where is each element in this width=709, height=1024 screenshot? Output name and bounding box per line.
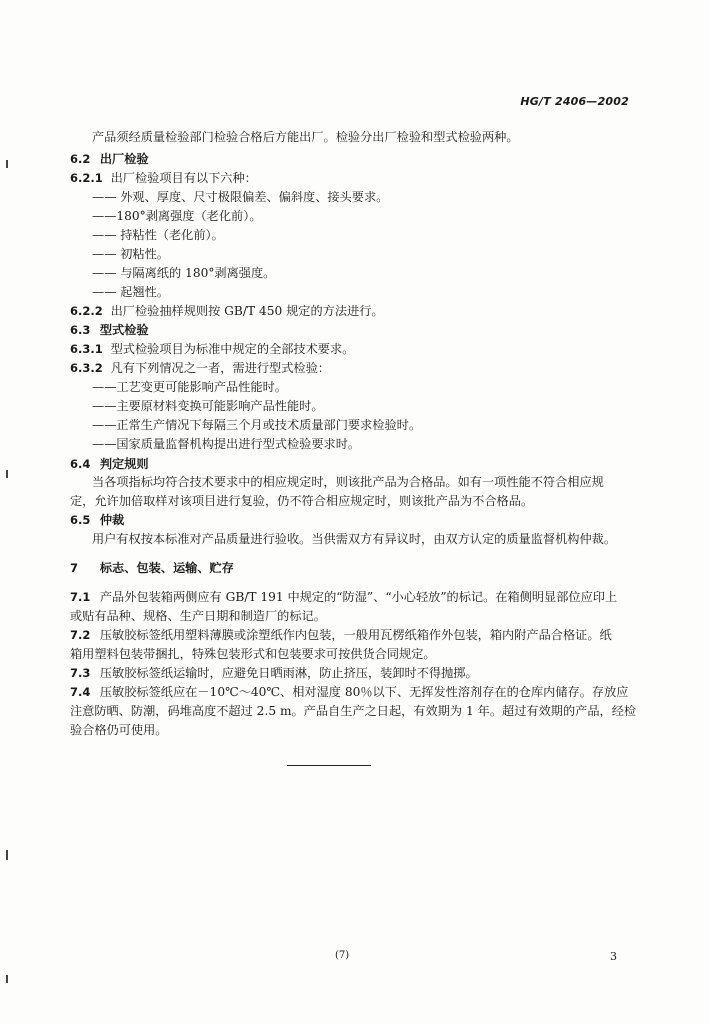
list-item: ——正常生产情况下每隔三个月或技术质量部门要求检验时。: [92, 418, 422, 432]
paragraph-line: 用户有权按本标准对产品质量进行验收。当供需双方有异议时，由双方认定的质量监督机构仲裁。: [92, 532, 617, 546]
clause-number: 6.3.2: [70, 361, 103, 375]
clause-number: 6.2.2: [70, 304, 103, 318]
clause-text: 型式检验项目为标准中规定的全部技术要求。: [110, 342, 355, 356]
end-rule: [287, 765, 371, 766]
clause-7-4: [70, 684, 636, 700]
list-item: —— 外观、厚度、尺寸极限偏差、偏斜度、接头要求。: [92, 190, 389, 204]
footer-sheet-number: (7): [335, 950, 350, 961]
intro-paragraph: 产品须经质量检验部门检验合格后方能出厂。检验分出厂检验和型式检验两种。: [92, 130, 519, 144]
list-item: ——主要原材料变换可能影响产品性能时。: [92, 399, 324, 413]
paragraph-line: 注意防晒、防潮，码堆高度不超过 2.5 m。产品自生产之日起，有效期为 1 年。超过有效期的产品，经检: [70, 704, 636, 718]
list-item: —— 持粘性（老化前）。: [92, 228, 224, 242]
section-6-2-heading: [70, 151, 636, 167]
section-title: 判定规则: [99, 457, 149, 471]
section-title: 出厂检验: [99, 152, 149, 166]
clause-number: 7.4: [70, 685, 91, 699]
clause-6-3-2: [70, 360, 636, 376]
list-item: —— 与隔离纸的 180°剥离强度。: [92, 266, 276, 280]
clause-6-3-1: [70, 341, 636, 357]
standard-code: HG/T 2406—2002: [520, 95, 629, 108]
section-number: 6.4: [70, 457, 91, 471]
paragraph-line: 验合格仍可使用。: [70, 723, 168, 737]
scan-margin-mark: [6, 160, 8, 168]
clause-6-2-2: [70, 303, 636, 319]
paragraph-line: 当各项指标均符合技术要求中的相应规定时，则该批产品为合格品。如有一项性能不符合相应规: [92, 475, 604, 489]
section-6-3-heading: [70, 322, 636, 338]
chapter-number: 7: [70, 561, 79, 575]
list-item: ——国家质量监督机构提出进行型式检验要求时。: [92, 437, 361, 451]
clause-text: 凡有下列情况之一者，需进行型式检验：: [110, 361, 330, 375]
scan-margin-mark: [6, 975, 8, 983]
clause-text: 压敏胶标签纸用塑料薄膜或涂塑纸作内包装，一般用瓦楞纸箱作外包装，箱内附产品合格证。纸: [99, 628, 612, 642]
clause-number: 6.3.1: [70, 342, 103, 356]
clause-text: 出厂检验抽样规则按 GB/T 450 规定的方法进行。: [110, 304, 384, 318]
section-6-4-heading: [70, 456, 636, 472]
clause-number: 7.1: [70, 590, 91, 604]
page-number: 3: [610, 950, 617, 963]
clause-number: 7.3: [70, 666, 91, 680]
clause-text: 压敏胶标签纸应在－10℃～40℃、相对湿度 80％以下、无挥发性溶剂存在的仓库内储存。存放应: [99, 685, 629, 699]
clause-text: 出厂检验项目有以下六种：: [110, 171, 257, 185]
list-item: —— 初粘性。: [92, 247, 169, 261]
scan-margin-mark: [6, 470, 8, 478]
paragraph-line: 或贴有品种、规格、生产日期和制造厂的标记。: [70, 609, 326, 623]
list-item: ——180°剥离强度（老化前）。: [92, 209, 262, 223]
clause-7-1: [70, 589, 636, 605]
clause-7-2: [70, 627, 636, 643]
chapter-7-heading: [70, 560, 636, 576]
clause-number: 6.2.1: [70, 171, 103, 185]
scan-margin-mark: [6, 850, 8, 860]
clause-number: 7.2: [70, 628, 91, 642]
section-6-5-heading: [70, 512, 636, 528]
clause-7-3: [70, 665, 636, 681]
list-item: —— 起翘性。: [92, 285, 169, 299]
clause-text: 压敏胶标签纸运输时，应避免日晒雨淋，防止挤压，装卸时不得抛掷。: [99, 666, 478, 680]
paragraph-line: 箱用塑料包装带捆扎，特殊包装形式和包装要求可按供货合同规定。: [70, 647, 436, 661]
chapter-title: 标志、包装、运输、贮存: [99, 561, 234, 575]
section-number: 6.3: [70, 323, 91, 337]
list-item: ——工艺变更可能影响产品性能时。: [92, 380, 287, 394]
paragraph-line: 定，允许加倍取样对该项目进行复验，仍不符合相应规定时，则该批产品为不合格品。: [70, 494, 534, 508]
section-title: 仲裁: [99, 513, 125, 527]
clause-text: 产品外包装箱两侧应有 GB/T 191 中规定的“防湿”、“小心轻放”的标记。在箱侧明显部位应印上: [99, 590, 618, 604]
section-title: 型式检验: [99, 323, 149, 337]
section-number: 6.2: [70, 152, 91, 166]
clause-6-2-1: [70, 170, 636, 186]
section-number: 6.5: [70, 513, 91, 527]
